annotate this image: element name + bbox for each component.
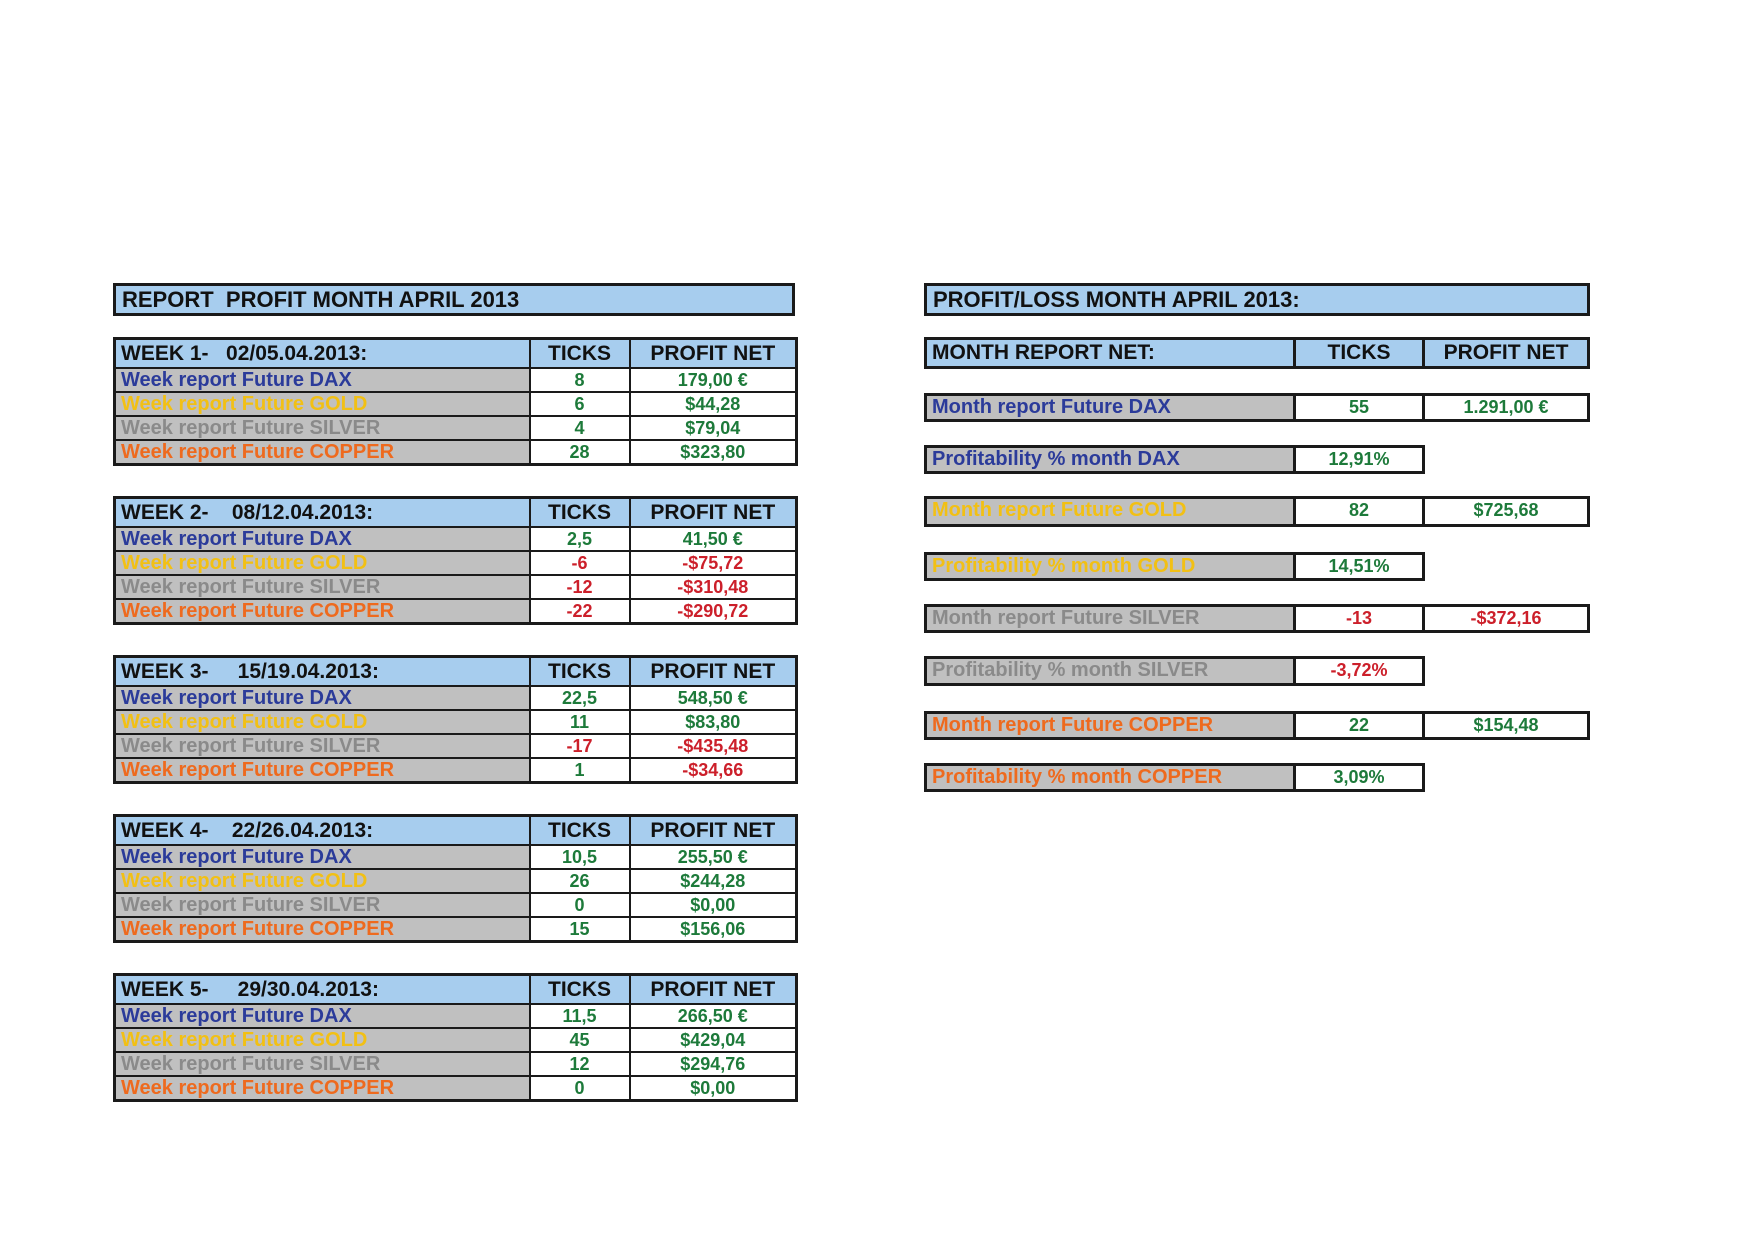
week-row-ticks: 45 xyxy=(530,1028,630,1052)
week-row-profit: $244,28 xyxy=(630,869,797,893)
week-row-copper xyxy=(115,1076,797,1101)
month-copper-pct-value: 3,09% xyxy=(1293,763,1425,792)
week-row-ticks: 11 xyxy=(530,710,630,734)
week-row-label: Week report Future COPPER xyxy=(115,917,530,942)
week-table-5 xyxy=(113,973,798,1102)
month-silver-pct-value: -3,72% xyxy=(1293,656,1425,686)
week-header-label: WEEK 3- 15/19.04.2013: xyxy=(115,657,530,687)
left-report-title: REPORT PROFIT MONTH APRIL 2013 xyxy=(113,283,795,316)
week-header-ticks: TICKS xyxy=(530,657,630,687)
week-row-copper xyxy=(115,917,797,942)
week-header-ticks: TICKS xyxy=(530,816,630,846)
week-row-copper xyxy=(115,440,797,465)
month-copper-profit: $154,48 xyxy=(1422,711,1590,740)
week-row-dax xyxy=(115,1004,797,1028)
week-row-label: Week report Future SILVER xyxy=(115,734,530,758)
week-row-ticks: 0 xyxy=(530,1076,630,1101)
week-row-label: Week report Future SILVER xyxy=(115,1052,530,1076)
week-row-label: Week report Future GOLD xyxy=(115,392,530,416)
week-row-dax xyxy=(115,845,797,869)
month-header-ticks: TICKS xyxy=(1293,337,1425,369)
week-row-label: Week report Future COPPER xyxy=(115,599,530,624)
week-row-profit: -$310,48 xyxy=(630,575,797,599)
week-row-copper xyxy=(115,599,797,624)
week-row-profit: $294,76 xyxy=(630,1052,797,1076)
week-row-ticks: 22,5 xyxy=(530,686,630,710)
week-row-ticks: -17 xyxy=(530,734,630,758)
month-silver-profit: -$372,16 xyxy=(1422,604,1590,633)
week-row-label: Week report Future SILVER xyxy=(115,416,530,440)
week-row-ticks: 8 xyxy=(530,368,630,392)
week-row-label: Week report Future GOLD xyxy=(115,710,530,734)
week-row-ticks: 0 xyxy=(530,893,630,917)
week-row-profit: $44,28 xyxy=(630,392,797,416)
week-table-3 xyxy=(113,655,798,784)
month-silver-pct-label: Profitability % month SILVER xyxy=(924,656,1296,686)
week-row-profit: 179,00 € xyxy=(630,368,797,392)
week-header-label: WEEK 2- 08/12.04.2013: xyxy=(115,498,530,528)
week-row-label: Week report Future DAX xyxy=(115,686,530,710)
week-header-label: WEEK 1- 02/05.04.2013: xyxy=(115,339,530,369)
week-row-ticks: 6 xyxy=(530,392,630,416)
week-row-label: Week report Future DAX xyxy=(115,527,530,551)
week-row-gold xyxy=(115,869,797,893)
week-row-dax xyxy=(115,686,797,710)
week-row-profit: $0,00 xyxy=(630,1076,797,1101)
week-row-label: Week report Future GOLD xyxy=(115,869,530,893)
week-row-profit: -$75,72 xyxy=(630,551,797,575)
week-header-profit: PROFIT NET xyxy=(630,816,797,846)
week-row-ticks: -12 xyxy=(530,575,630,599)
month-dax-profit: 1.291,00 € xyxy=(1422,393,1590,422)
week-row-profit: $79,04 xyxy=(630,416,797,440)
week-row-label: Week report Future GOLD xyxy=(115,1028,530,1052)
week-table-1 xyxy=(113,337,798,466)
week-row-profit: $429,04 xyxy=(630,1028,797,1052)
week-row-label: Week report Future DAX xyxy=(115,368,530,392)
week-row-ticks: 15 xyxy=(530,917,630,942)
month-gold-pct-value: 14,51% xyxy=(1293,552,1425,581)
week-row-silver xyxy=(115,416,797,440)
week-row-label: Week report Future GOLD xyxy=(115,551,530,575)
month-silver-label: Month report Future SILVER xyxy=(924,604,1296,633)
week-row-label: Week report Future DAX xyxy=(115,845,530,869)
week-row-ticks: 4 xyxy=(530,416,630,440)
week-header-profit: PROFIT NET xyxy=(630,339,797,369)
week-row-profit: 266,50 € xyxy=(630,1004,797,1028)
week-row-gold xyxy=(115,392,797,416)
week-row-copper xyxy=(115,758,797,783)
week-header-label: WEEK 5- 29/30.04.2013: xyxy=(115,975,530,1005)
week-row-profit: 255,50 € xyxy=(630,845,797,869)
week-row-ticks: 1 xyxy=(530,758,630,783)
month-header-profit: PROFIT NET xyxy=(1422,337,1590,369)
week-row-label: Week report Future COPPER xyxy=(115,1076,530,1101)
week-row-ticks: 28 xyxy=(530,440,630,465)
week-row-ticks: 12 xyxy=(530,1052,630,1076)
week-row-gold xyxy=(115,710,797,734)
week-row-label: Week report Future COPPER xyxy=(115,440,530,465)
week-header-profit: PROFIT NET xyxy=(630,657,797,687)
week-row-profit: 548,50 € xyxy=(630,686,797,710)
week-row-profit: $323,80 xyxy=(630,440,797,465)
week-header-label: WEEK 4- 22/26.04.2013: xyxy=(115,816,530,846)
week-header-profit: PROFIT NET xyxy=(630,498,797,528)
month-gold-ticks: 82 xyxy=(1293,496,1425,527)
week-row-dax xyxy=(115,368,797,392)
month-silver-ticks: -13 xyxy=(1293,604,1425,633)
month-gold-label: Month report Future GOLD xyxy=(924,496,1296,527)
week-row-ticks: 10,5 xyxy=(530,845,630,869)
week-row-profit: $83,80 xyxy=(630,710,797,734)
week-header-profit: PROFIT NET xyxy=(630,975,797,1005)
week-header-ticks: TICKS xyxy=(530,975,630,1005)
month-gold-profit: $725,68 xyxy=(1422,496,1590,527)
week-row-ticks: 26 xyxy=(530,869,630,893)
week-row-profit: -$34,66 xyxy=(630,758,797,783)
week-row-ticks: 2,5 xyxy=(530,527,630,551)
week-row-ticks: -22 xyxy=(530,599,630,624)
week-header-ticks: TICKS xyxy=(530,339,630,369)
month-copper-ticks: 22 xyxy=(1293,711,1425,740)
week-header-ticks: TICKS xyxy=(530,498,630,528)
month-gold-pct-label: Profitability % month GOLD xyxy=(924,552,1296,581)
week-row-profit: $0,00 xyxy=(630,893,797,917)
week-row-dax xyxy=(115,527,797,551)
month-copper-label: Month report Future COPPER xyxy=(924,711,1296,740)
week-row-ticks: -6 xyxy=(530,551,630,575)
week-row-silver xyxy=(115,893,797,917)
week-row-profit: -$290,72 xyxy=(630,599,797,624)
week-table-2 xyxy=(113,496,798,625)
week-row-silver xyxy=(115,734,797,758)
week-row-label: Week report Future SILVER xyxy=(115,893,530,917)
month-header-label: MONTH REPORT NET: xyxy=(924,337,1296,369)
month-dax-ticks: 55 xyxy=(1293,393,1425,422)
week-row-label: Week report Future DAX xyxy=(115,1004,530,1028)
week-row-silver xyxy=(115,1052,797,1076)
week-row-label: Week report Future COPPER xyxy=(115,758,530,783)
month-dax-label: Month report Future DAX xyxy=(924,393,1296,422)
week-row-silver xyxy=(115,575,797,599)
week-row-ticks: 11,5 xyxy=(530,1004,630,1028)
week-row-label: Week report Future SILVER xyxy=(115,575,530,599)
week-row-gold xyxy=(115,551,797,575)
week-row-gold xyxy=(115,1028,797,1052)
month-dax-pct-label: Profitability % month DAX xyxy=(924,445,1296,474)
month-copper-pct-label: Profitability % month COPPER xyxy=(924,763,1296,792)
week-row-profit: -$435,48 xyxy=(630,734,797,758)
week-row-profit: 41,50 € xyxy=(630,527,797,551)
week-row-profit: $156,06 xyxy=(630,917,797,942)
month-dax-pct-value: 12,91% xyxy=(1293,445,1425,474)
right-report-title: PROFIT/LOSS MONTH APRIL 2013: xyxy=(924,283,1590,316)
week-table-4 xyxy=(113,814,798,943)
